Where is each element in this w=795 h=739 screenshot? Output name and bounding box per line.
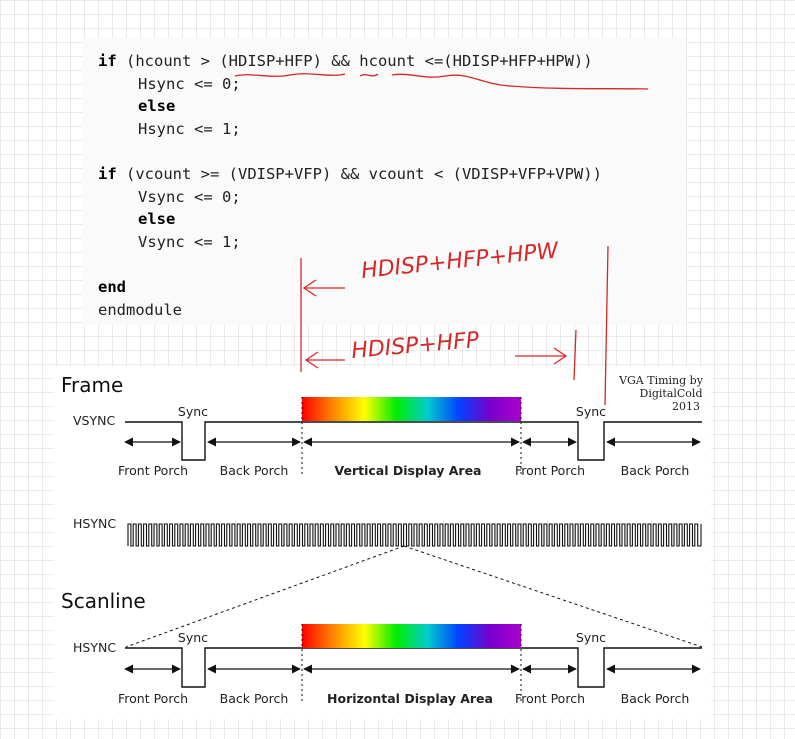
code-text: Hsync <= 0; (138, 74, 241, 93)
vsync-label: VSYNC (73, 413, 116, 428)
vsync-sync-label: Sync (177, 404, 209, 419)
scan-front-porch-label: Front Porch (118, 691, 188, 706)
hsync-sync-label: Sync (177, 630, 209, 645)
scanline-title: Scanline (61, 589, 146, 613)
code-keyword: else (138, 97, 176, 116)
underline-and (360, 74, 378, 76)
frame-back-porch-label: Back Porch (219, 463, 289, 478)
hsync-train-label: HSYNC (73, 516, 117, 531)
code-text: (vcount >= (VDISP+VFP) && vcount < (VDISP+VFP+VPW)) (116, 165, 602, 183)
horizontal-display-area-label: Horizontal Display Area (327, 691, 493, 706)
credit-line-1: VGA Timing by (619, 374, 703, 387)
credit-line-2: DigitalCold (639, 387, 703, 400)
vsync-waveform (125, 422, 702, 460)
hpw-annotation: HDISP+HFP+HPW (360, 238, 560, 284)
hfp-annotation: HDISP+HFP (350, 327, 481, 364)
frame-title: Frame (61, 373, 124, 397)
scan-back-porch-label: Back Porch (219, 691, 289, 706)
vsync-sync-label-2: Sync (575, 404, 607, 419)
vertical-display-area-label: Vertical Display Area (334, 463, 482, 478)
code-keyword: if (98, 52, 117, 70)
code-text: Hsync <= 1; (138, 119, 241, 138)
code-text: (hcount > (HDISP+HFP) && hcount <=(HDISP+HFP+HPW)) (116, 52, 593, 70)
hsync-waveform (125, 648, 702, 687)
frame-front-porch-label-2: Front Porch (515, 463, 585, 478)
scan-front-porch-label-2: Front Porch (515, 691, 585, 706)
horizontal-display-spectrum (302, 624, 521, 648)
right-bracket-line-hfp (574, 330, 576, 380)
code-text: Vsync <= 1; (138, 232, 241, 251)
underline-hpw-condition (392, 74, 648, 89)
right-bracket-line-hpw (605, 246, 608, 405)
frame-front-porch-label: Front Porch (118, 463, 188, 478)
code-text: Vsync <= 0; (138, 187, 241, 206)
scanline-hsync-label: HSYNC (73, 640, 117, 655)
vertical-display-spectrum (302, 397, 521, 421)
credit-line-3: 2013 (672, 400, 700, 413)
hsync-sync-label-2: Sync (575, 630, 607, 645)
code-keyword: else (138, 210, 176, 229)
code-keyword: end (98, 278, 126, 296)
frame-back-porch-label-2: Back Porch (620, 463, 690, 478)
underline-hdisp-hfp (235, 74, 345, 77)
code-text: endmodule (98, 300, 182, 319)
hsync-pulse-train (128, 524, 701, 546)
scan-back-porch-label-2: Back Porch (620, 691, 690, 706)
code-keyword: if (98, 165, 117, 183)
